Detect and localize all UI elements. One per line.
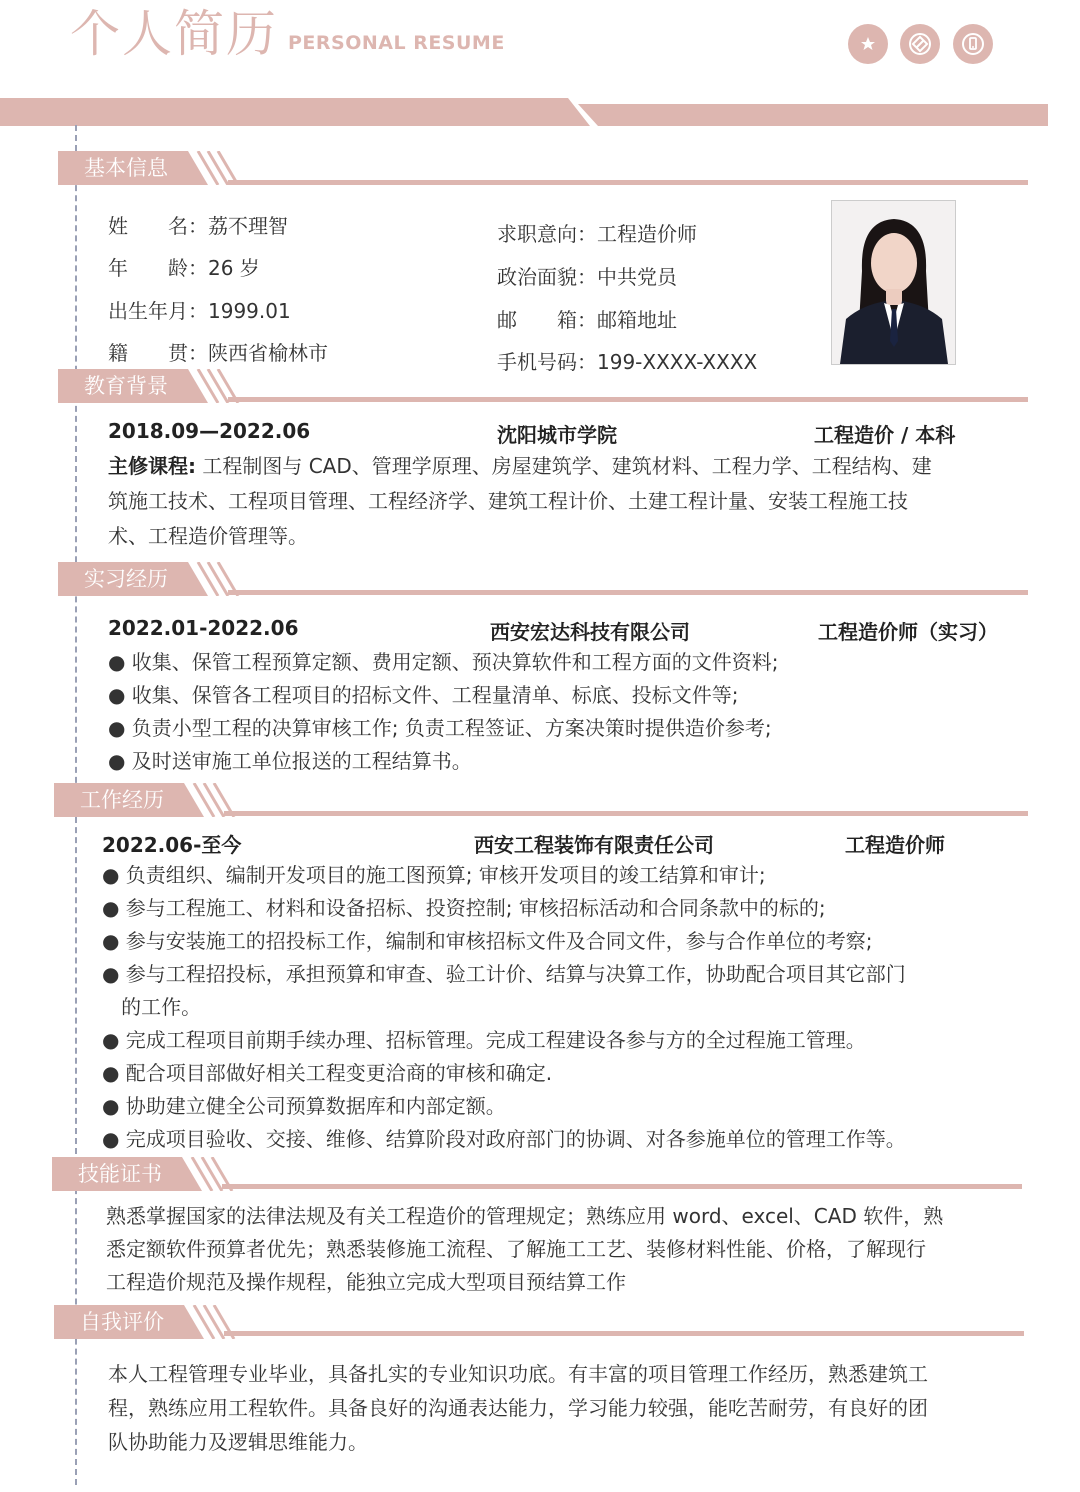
age-row: 年 龄：26 岁	[108, 256, 260, 280]
email-row: 邮 箱：邮箱地址	[497, 308, 677, 332]
section-divider	[228, 397, 1028, 402]
self-eval-text: 本人工程管理专业毕业，具备扎实的专业知识功底。有丰富的项目管理工作经历，熟悉建筑工 程，熟练应用工程软件。具备良好的沟通表达能力，学习能力较强，能吃苦耐劳，有良好的团 队协助能力及逻辑思维能力。	[108, 1362, 928, 1454]
origin-row: 籍 贯：陕西省榆林市	[108, 341, 328, 365]
internship-list	[108, 646, 779, 778]
section-divider	[228, 590, 1028, 595]
list-item: ● 参与安装施工的招投标工作，编制和审核招标文件及合同文件，参与合作单位的考察;	[102, 929, 873, 953]
list-item: ● 协助建立健全公司预算数据库和内部定额。	[102, 1094, 506, 1118]
politics-row: 政治面貌：中共党员	[497, 265, 677, 289]
education-major: 工程造价 / 本科	[814, 423, 956, 447]
education-courses: 主修课程: 工程制图与 CAD、管理学原理、房屋建筑学、建筑材料、工程力学、工程结构、建 筑施工技术、工程项目管理、工程经济学、建筑工程计价、土建工程计量、安装工程施工技 术、工程造价管理等。	[108, 454, 932, 548]
list-item: ● 配合项目部做好相关工程变更洽商的审核和确定.	[102, 1061, 553, 1085]
profile-photo	[831, 200, 956, 365]
list-item: ● 收集、保管工程预算定额、费用定额、预决算软件和工程方面的文件资料;	[108, 650, 779, 674]
list-item: 的工作。	[102, 995, 202, 1019]
resume-title: 个人简历	[70, 5, 278, 63]
internship-company: 西安宏达科技有限公司	[490, 620, 690, 644]
section-self-eval-header: 自我评价	[54, 1305, 280, 1339]
education-school: 沈阳城市学院	[497, 423, 617, 447]
internship-role: 工程造价师（实习）	[818, 620, 998, 644]
phone-row: 手机号码：199-XXXX-XXXX	[497, 350, 758, 374]
skills-text: 熟悉掌握国家的法律法规及有关工程造价的管理规定；熟练应用 word、excel、CAD 软件，熟 悉定额软件预算者优先；熟悉装修施工流程、了解施工工艺、装修材料性能、价格，了解现行 工程造价规范及操作规程，能独立完成大型项目预结算工作	[106, 1204, 944, 1294]
work-list	[102, 859, 906, 1156]
list-item: ● 完成工程项目前期手续办理、招标管理。完成工程建设各参与方的全过程施工管理。	[102, 1028, 866, 1052]
internship-period: 2022.01-2022.06	[108, 616, 299, 640]
list-item: ● 及时送审施工单位报送的工程结算书。	[108, 749, 472, 773]
resume-subtitle: PERSONAL RESUME	[288, 32, 505, 54]
header-band	[0, 98, 1050, 128]
list-item: ● 完成项目验收、交接、维修、结算阶段对政府部门的协调、对各参施单位的管理工作等。	[102, 1127, 906, 1151]
name-row: 姓 名：荔不理智	[108, 214, 288, 238]
list-item: ● 参与工程施工、材料和设备招标、投资控制; 审核招标活动和合同条款中的标的;	[102, 896, 826, 920]
work-period: 2022.06-至今	[102, 833, 242, 857]
section-divider	[224, 1331, 1024, 1336]
education-period: 2018.09—2022.06	[108, 419, 311, 443]
star-icon	[848, 24, 888, 64]
birth-row: 出生年月：1999.01	[108, 299, 291, 323]
section-divider	[222, 1184, 1022, 1189]
section-work-header: 工作经历	[54, 783, 280, 817]
section-divider	[228, 180, 1028, 185]
compass-icon	[900, 24, 940, 64]
section-skills-header: 技能证书	[52, 1157, 278, 1191]
intent-row: 求职意向：工程造价师	[497, 222, 697, 246]
list-item: ● 收集、保管各工程项目的招标文件、工程量清单、标底、投标文件等;	[108, 683, 739, 707]
section-internship-header: 实习经历	[58, 562, 284, 596]
section-education-header: 教育背景	[58, 369, 284, 403]
phone-icon	[953, 24, 993, 64]
list-item: ● 参与工程招投标，承担预算和审查、验工计价、结算与决算工作，协助配合项目其它部门	[102, 962, 906, 986]
work-company: 西安工程装饰有限责任公司	[474, 833, 714, 857]
work-role: 工程造价师	[845, 833, 945, 857]
list-item: ● 负责小型工程的决算审核工作; 负责工程签证、方案决策时提供造价参考;	[108, 716, 772, 740]
section-divider	[224, 811, 1028, 816]
section-basic-header: 基本信息	[58, 151, 284, 185]
list-item: ● 负责组织、编制开发项目的施工图预算; 审核开发项目的竣工结算和审计;	[102, 863, 766, 887]
